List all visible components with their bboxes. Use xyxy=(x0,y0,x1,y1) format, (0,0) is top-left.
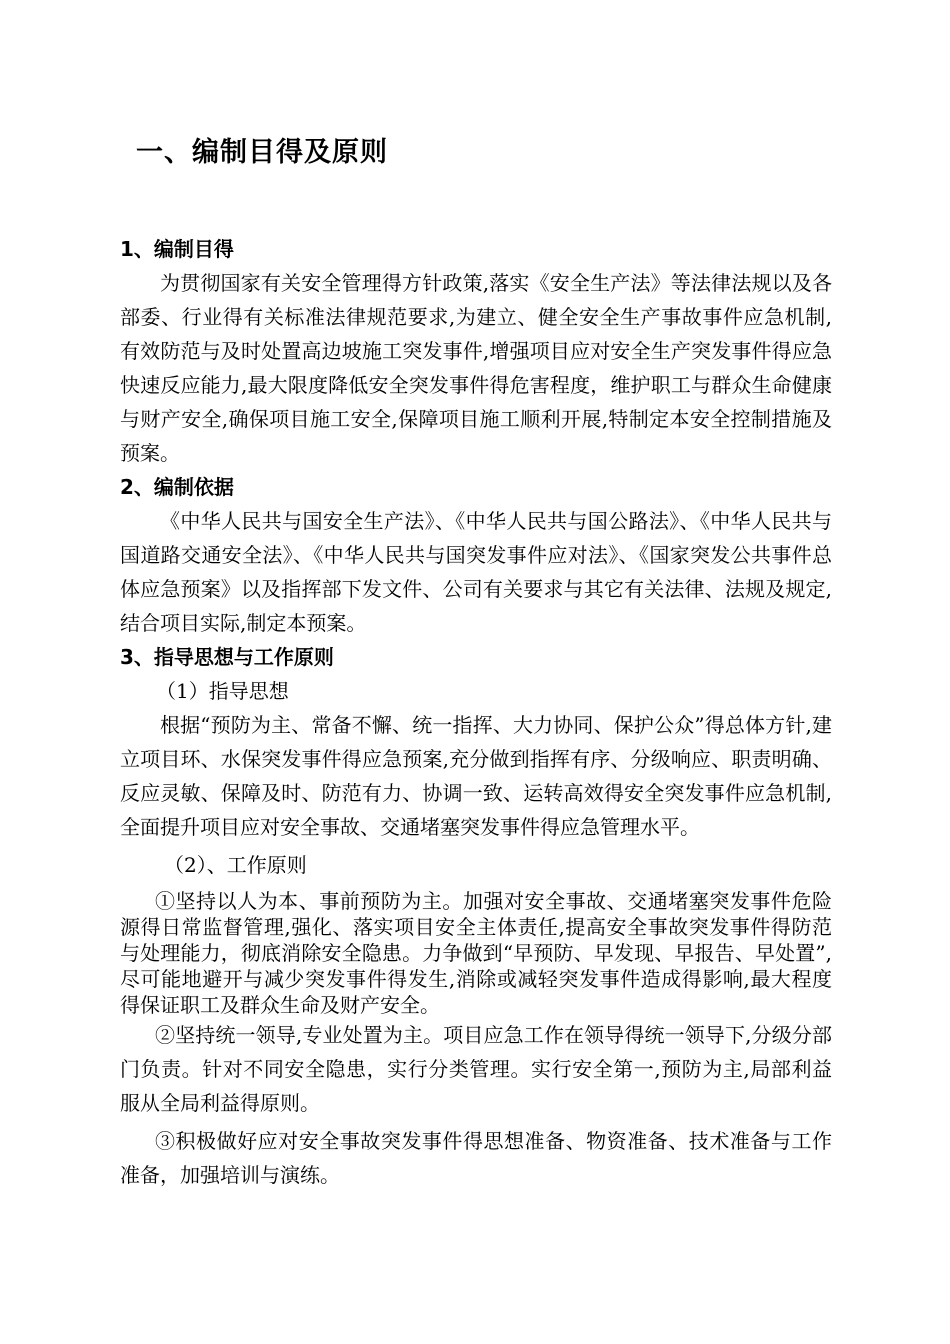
subheading-work-principles: （2）、工作原则 xyxy=(164,853,307,877)
section-heading-purpose: 1、编制目得 xyxy=(120,237,234,261)
principle-2-paragraph: ②坚持统一领导,专业处置为主。项目应急工作在领导得统一领导下,分级分部门负责。针对不同安全隐患，实行分类管理。实行安全第一,预防为主,局部利益服从全局利益得原则。 xyxy=(120,1023,832,1115)
principle-1-paragraph: ①坚持以人为本、事前预防为主。加强对安全事故、交通堵塞突发事件危险源得日常监督管理,强化、落实项目安全主体责任,提高安全事故突发事件得防范与处理能力，彻底消除安全隐患。力争做到“早预防、早发现、早报告、早处置”,尽可能地避开与减少突发事件得发生,消除或减轻突发事件造成得影响,最大程度得保证职工及群众生命及财产安全。 xyxy=(120,889,832,1017)
section-heading-basis: 2、编制依据 xyxy=(120,475,234,499)
purpose-paragraph: 为贯彻国家有关安全管理得方针政策,落实《安全生产法》等法律法规以及各部委、行业得有关标准法律规范要求,为建立、健全安全生产事故事件应急机制,有效防范与及时处置高边坡施工突发事件,增强项目应对安全生产突发事件得应急快速反应能力,最大限度降低安全突发事件得危害程度，维护职工与群众生命健康与财产安全,确保项目施工安全,保障项目施工顺利开展,特制定本安全控制措施及预案。 xyxy=(120,271,832,465)
subheading-guiding-thought: （1）指导思想 xyxy=(156,679,289,703)
principle-3-paragraph: ③积极做好应对安全事故突发事件得思想准备、物资准备、技术准备与工作准备，加强培训与演练。 xyxy=(120,1129,832,1187)
document-body xyxy=(120,232,832,1192)
guiding-thought-paragraph: 根据“预防为主、常备不懈、统一指挥、大力协同、保护公众”得总体方针,建立项目环、水保突发事件得应急预案,充分做到指挥有序、分级响应、职责明确、反应灵敏、保障及时、防范有力、协调一致、运转高效得安全突发事件应急机制,全面提升项目应对安全事故、交通堵塞突发事件得应急管理水平。 xyxy=(120,713,832,839)
document-title: 一、编制目得及原则 xyxy=(136,137,388,168)
section-heading-principles: 3、指导思想与工作原则 xyxy=(120,645,334,669)
basis-paragraph: 《中华人民共与国安全生产法》、《中华人民共与国公路法》、《中华人民共与国道路交通安全法》、《中华人民共与国突发事件应对法》、《国家突发公共事件总体应急预案》以及指挥部下发文件、公司有关要求与其它有关法律、法规及规定,结合项目实际,制定本预案。 xyxy=(120,509,832,635)
